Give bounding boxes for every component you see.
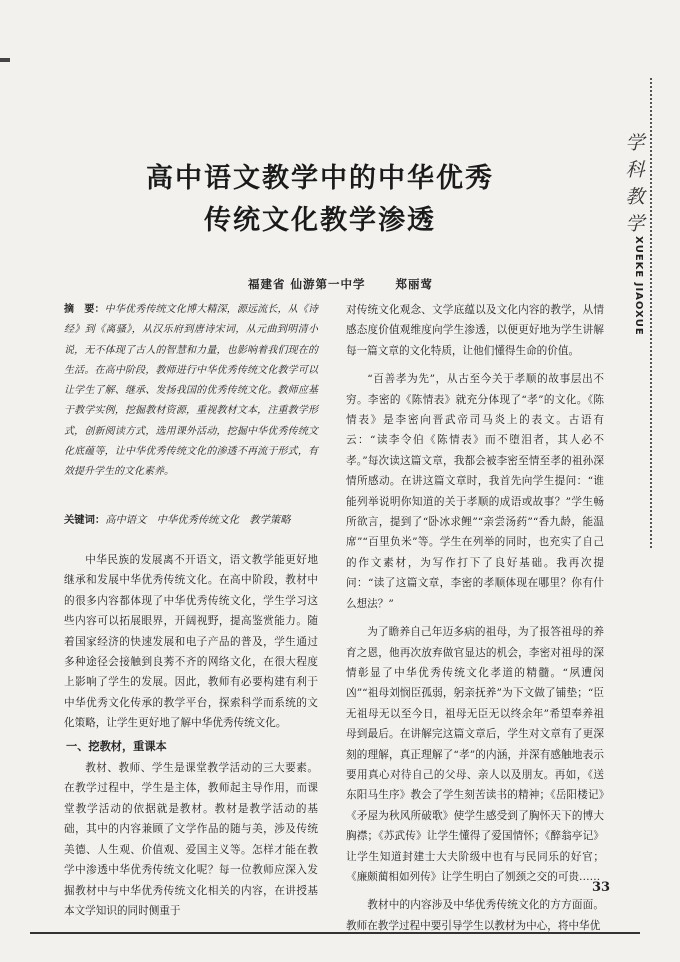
left-paragraph-2: 教材、教师、学生是课堂教学活动的三大要素。在教学过程中，学生是主体，教师起主导作用，而课堂教学活动的依据就是教材。教材是教学活动的基础，其中的内容兼顾了文学作品的随与美，涉及传统美德、人生观、价值观、爱国主义等。怎样才能在教学中渗透中华优秀传统文化呢？每一位教师应深入发掘教材中与中华优秀传统文化相关的内容，在讲授基本文学知识的同时侧重于 xyxy=(64,762,318,917)
section-sidebar xyxy=(618,78,652,548)
article-title-line-1: 高中语文教学中的中华优秀 xyxy=(146,163,494,194)
abstract-text: 中华优秀传统文化博大精深，源远流长，从《诗经》到《离骚》，从汉乐府到唐诗宋词，从元曲到明清小说，无不体现了古人的智慧和力量，也影响着我们现在的生活。在高中阶段，教师进行中华优秀传统文化教学可以让学生了解、继承、发扬我国的优秀传统文化。教师应基于教学实例，挖掘教材资源，重视教材文本，注重教学形式，创新阅读方式，选用课外活动，挖掘中华优秀传统文化底蕴等，让中华优秀传统文化的渗透不再流于形式，有效提升学生的文化素养。 xyxy=(64,304,319,478)
left-column-body xyxy=(64,550,318,921)
keywords-label: 关键词： xyxy=(64,514,106,526)
right-paragraph-4: 教材中的内容涉及中华优秀传统文化的方方面面。教师在教学过程中要引导学生以教材为中心，将中华优 xyxy=(346,899,604,932)
right-paragraph-1: 对传统文化观念、文学底蕴以及文化内容的教学，从情感态度价值观维度向学生渗透，以便更好地为学生讲解每一篇文章的文化特质，让他们懂得生命的价值。 xyxy=(346,304,604,357)
right-paragraph-2: “百善孝为先”，从古至今关于孝顺的故事层出不穷。李密的《陈情表》就充分体现了“孝”的文化。《陈情表》是李密向晋武帝司马炎上的表文。古语有云：“读李令伯《陈情表》而不堕泪者，其人必不孝。”每次读这篇文章，我都会被李密至情至孝的祖孙深情所感动。在讲这篇文章时，我首先向学生提问：“谁能列举说明你知道的关于孝顺的成语或故事？”学生畅所欲言，提到了“卧冰求鲤”“亲尝汤药”“香九龄，能温席”“百里负米”等。学生在列举的同时，也充实了自己的作文素材，为写作打下了良好基础。我再次提问：“读了这篇文章，李密的孝顺体现在哪里？你有什么想法？” xyxy=(346,373,604,610)
author-affiliation: 福建省 仙游第一中学 xyxy=(248,277,366,291)
margin-mark xyxy=(0,58,10,62)
keywords xyxy=(64,510,318,530)
page-number: 33 xyxy=(592,880,611,895)
keywords-text: 高中语文 中华优秀传统文化 教学策略 xyxy=(105,514,291,526)
sidebar-dotted-rule xyxy=(650,78,652,548)
section-heading: 一、挖教材，重课本 xyxy=(66,738,167,753)
abstract xyxy=(64,300,318,483)
article-title-line-2: 传统文化教学渗透 xyxy=(204,205,436,236)
sidebar-section-name: 学科教学 xyxy=(625,132,645,235)
author-line xyxy=(248,276,433,292)
right-paragraph-3: 为了瞻养自己年迈多病的祖母，为了报答祖母的养育之恩，他再次放弃做官显达的机会，李密对祖母的深情彰显了中华优秀传统文化孝道的精髓。“夙遭闵凶”“祖母刘悯臣孤弱，躬亲抚养”为下文做了铺垫；“臣无祖母无以至今日，祖母无臣无以终余年”希望奉养祖母到最后。在讲解完这篇文章后，学生对文章有了更深刻的理解，真正理解了“孝”的内涵，并深有感触地表示要用真心对待自己的父母、亲人以及朋友。再如，《送东阳马生序》教会了学生刻苦读书的精神；《岳阳楼记》《矛屋为秋风所破歌》使学生感受到了胸怀天下的博大胸襟；《苏武传》让学生懂得了爱国情怀；《醉翁亭记》让学生知道封建士大夫阶级中也有与民同乐的好官；《廉颇蔺相如列传》让学生明白了刎颈之交的可贵…… xyxy=(346,626,604,883)
sidebar-section-pinyin: XUEKE JIAOXUE xyxy=(633,236,644,336)
author-name: 郑丽莺 xyxy=(395,277,434,291)
footer-rule xyxy=(30,932,640,934)
right-column-body xyxy=(346,300,604,936)
left-paragraph-1: 中华民族的发展离不开语文，语文教学能更好地继承和发展中华优秀传统文化。在高中阶段，教材中的很多内容都体现了中华优秀传统文化，学生学习这些内容可以拓展眼界，开阔视野，提高鉴赏能力。随着国家经济的快速发展和电子产品的普及，学生通过多种途径会接触到良莠不齐的网络文化，在很大程度上影响了学生的发展。因此，教师有必要构建有利于中华优秀文化传承的教学平台，探索科学而系统的文化策略，让学生更好地了解中华优秀传统文化。 xyxy=(64,554,318,730)
abstract-label: 摘 要： xyxy=(64,304,105,315)
